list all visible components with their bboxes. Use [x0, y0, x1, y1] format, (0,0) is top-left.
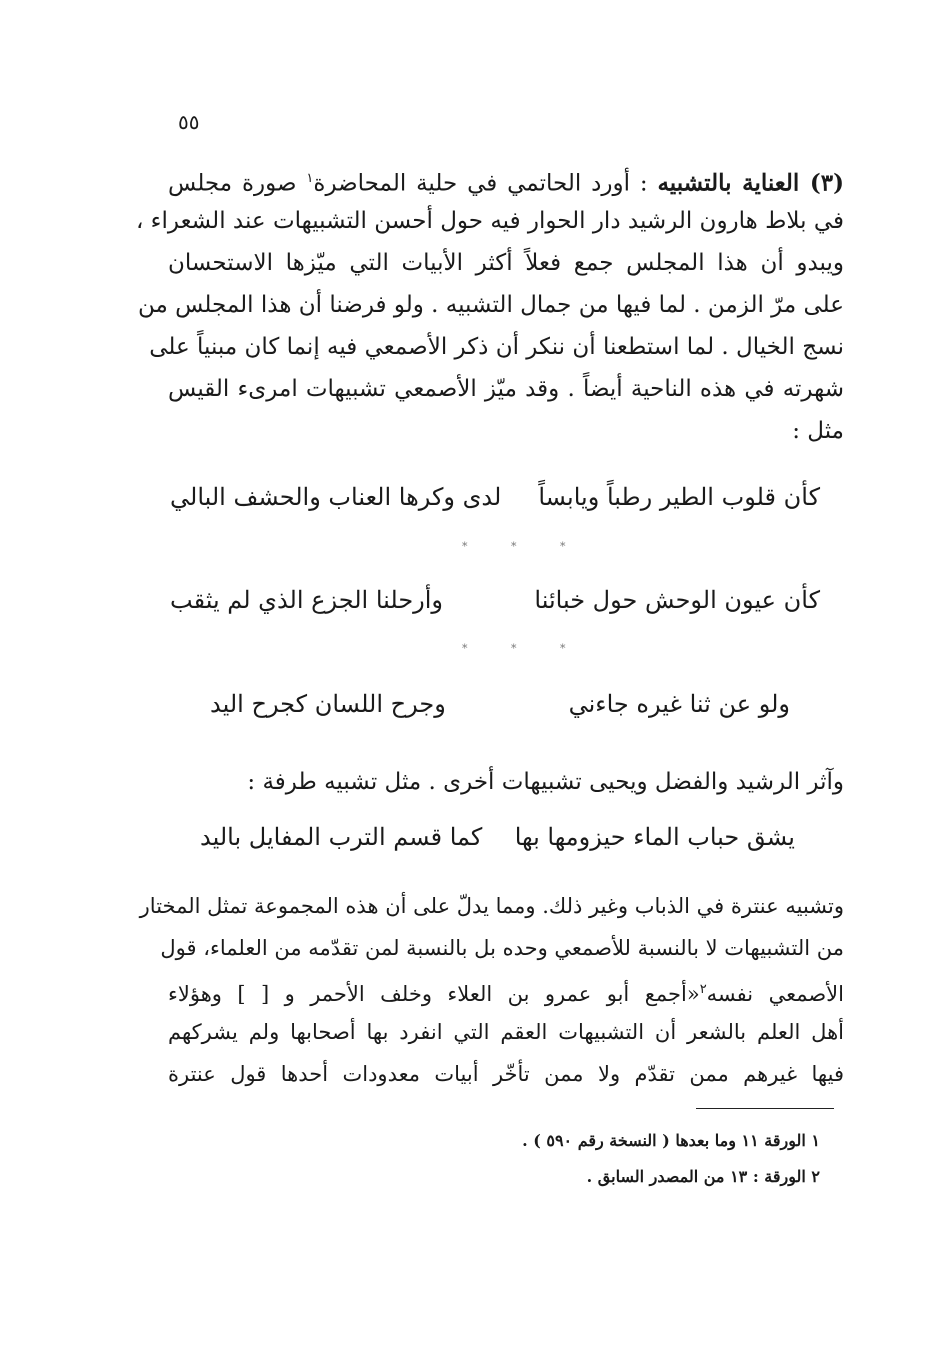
verse-first-hemistich: كأن قلوب الطير رطباً ويابساً — [538, 483, 820, 511]
paragraph-line: وتشبيه عنترة في الذباب وغير ذلك. ومما يدلّ على أن هذه المجموعة تمثل المختار — [139, 894, 844, 918]
verse-second-hemistich: وجرح اللسان كجرح اليد — [210, 690, 446, 718]
section-heading: (٣) العناية بالتشبيه — [657, 169, 844, 197]
paragraph-line: فيها غيرهم ممن تقدّم ولا ممن تأخّر أبيات معدودات أحدها قول عنترة — [168, 1062, 844, 1086]
page-number: ٥٥ — [178, 110, 200, 134]
verse-line — [200, 815, 795, 859]
footnote-divider — [696, 1108, 834, 1109]
prose-line: وآثر الرشيد والفضل ويحيى تشبيهات أخرى . مثل تشبيه طرفة : — [247, 769, 844, 795]
footnote: ٢ الورقة : ١٣ من المصدر السابق . — [586, 1167, 820, 1186]
verse-line — [170, 475, 820, 519]
heading-continuation: : أورد الحاتمي في حلية المحاضرة — [313, 170, 658, 197]
paragraph-fragment: الأصمعي نفسه — [706, 982, 844, 1006]
paragraph-line: ويبدو أن هذا المجلس جمع فعلاً أكثر الأبيات التي ميّزها الاستحسان — [168, 250, 844, 276]
paragraph-line: في بلاط هارون الرشيد دار الحوار فيه حول أحسن التشبيهات عند الشعراء ، — [135, 208, 844, 234]
paragraph-fragment: «أجمع أبو عمرو بن العلاء وخلف الأحمر و [ ] وهؤلاء — [168, 982, 700, 1006]
footnote-marker: ١ — [306, 171, 314, 186]
closing-paragraph — [139, 885, 844, 1095]
verse-separator: * * * — [462, 540, 586, 553]
footnote: ١ الورقة ١١ وما بعدها ( النسخة رقم ٥٩٠ ) . — [522, 1131, 820, 1150]
verse-line — [170, 578, 820, 622]
paragraph-line: نسج الخيال . لما استطعنا أن ننكر أن ذكر الأصمعي فيه إنما كان مبنياً على — [149, 334, 844, 360]
heading-tail: صورة مجلس — [168, 170, 307, 197]
paragraph-line: مثل : — [792, 418, 844, 444]
intro-paragraph — [135, 158, 844, 452]
verse-first-hemistich: ولو عن ثنا غيره جاءني — [568, 690, 790, 718]
paragraph-line — [168, 969, 844, 1011]
paragraph-line: على مرّ الزمن . لما فيها من جمال التشبيه . ولو فرضنا أن هذا المجلس من — [137, 292, 844, 318]
paragraph-line: شهرته في هذه الناحية أيضاً . وقد ميّز الأصمعي تشبيهات امرىء القيس — [168, 376, 844, 402]
verse-separator: * * * — [462, 642, 586, 655]
verse-second-hemistich: كما قسم الترب المفايل باليد — [200, 823, 483, 851]
verse-second-hemistich: لدى وكرها العناب والحشف البالي — [170, 483, 502, 511]
paragraph-line — [168, 158, 844, 200]
verse-second-hemistich: وأرحلنا الجزع الذي لم يثقب — [170, 586, 444, 614]
verse-first-hemistich: يشق حباب الماء حيزومها بها — [514, 823, 795, 851]
footnote-marker: ٢ — [699, 982, 707, 997]
paragraph-line: من التشبيهات لا بالنسبة للأصمعي وحده بل بالنسبة لمن تقدّمه من العلماء، قول — [160, 936, 844, 960]
verse-line — [210, 682, 790, 726]
paragraph-line: أهل العلم بالشعر أن التشبيهات العقم التي انفرد بها أصحابها ولم يشركهم — [168, 1020, 844, 1044]
verse-first-hemistich: كأن عيون الوحش حول خبائنا — [534, 586, 820, 614]
